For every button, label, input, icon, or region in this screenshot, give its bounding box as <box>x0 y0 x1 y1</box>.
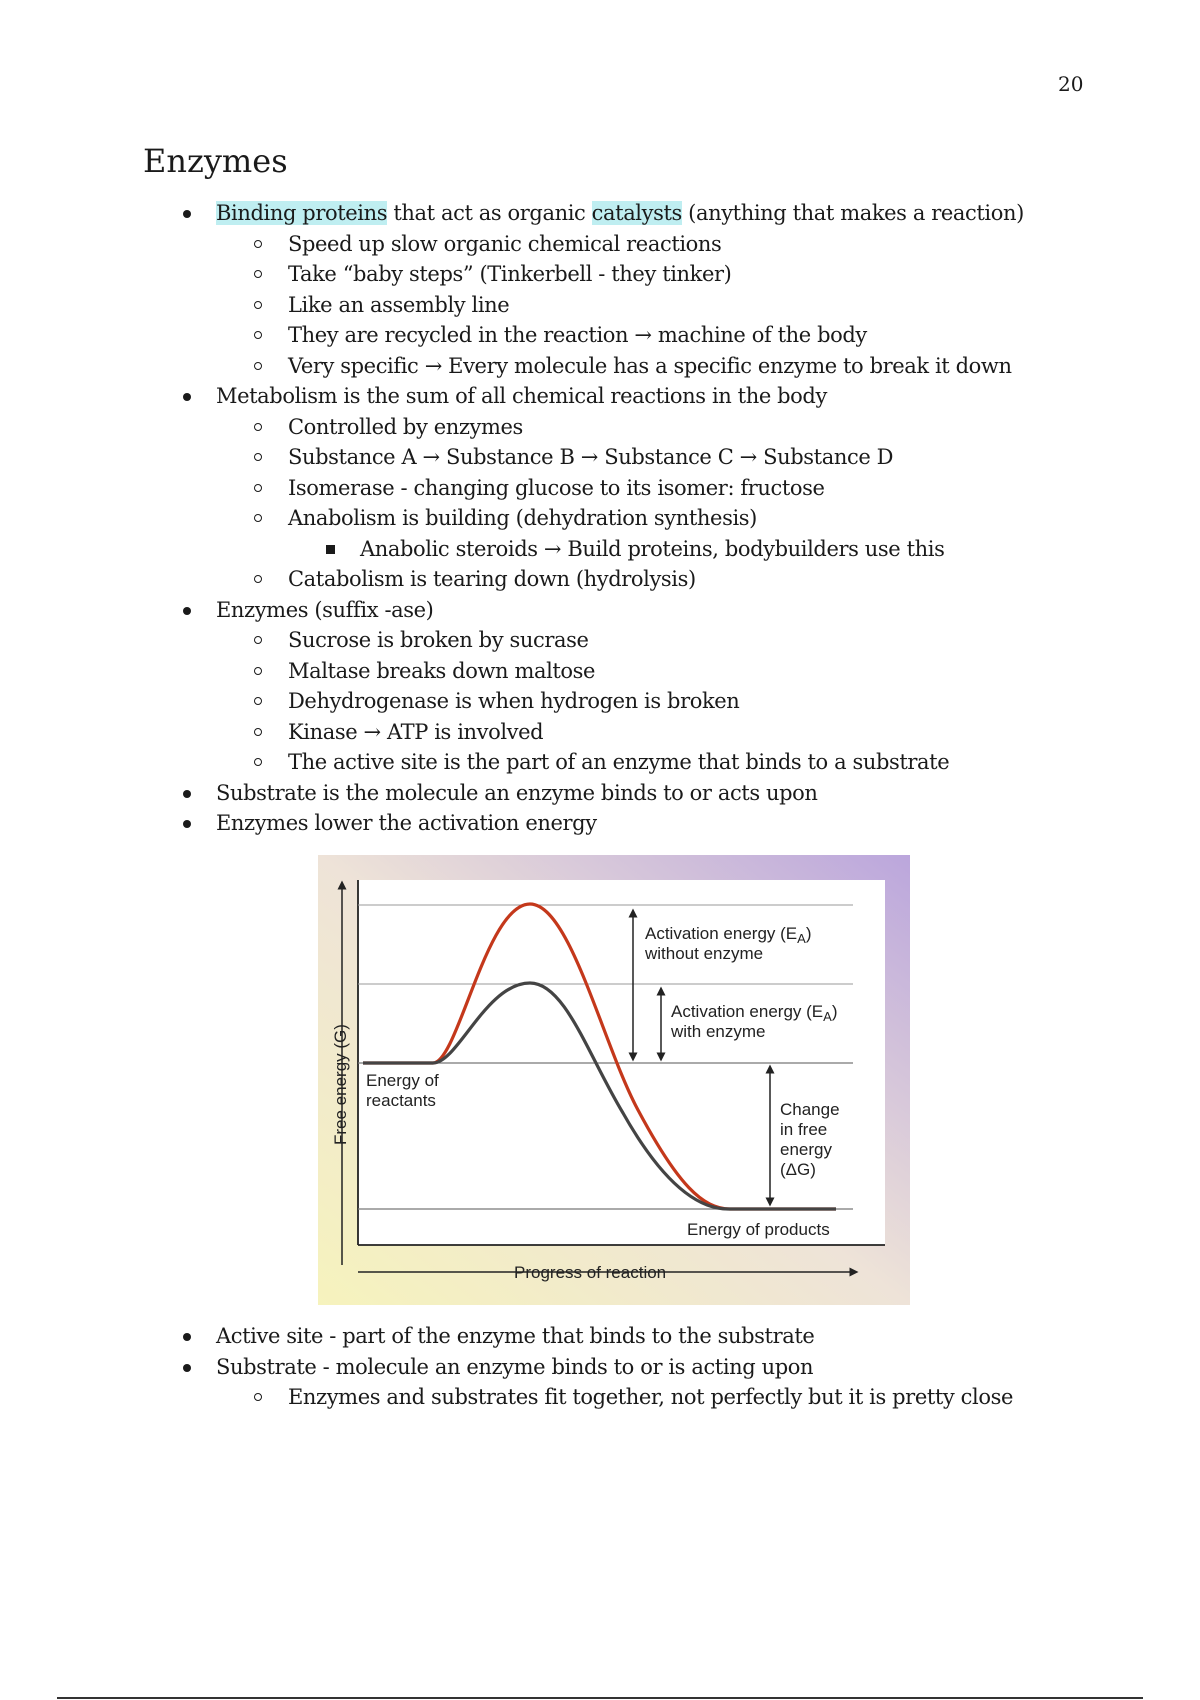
reactants-label-line2: reactants <box>366 1091 436 1110</box>
ea-with-label: Activation energy $(E_A)$ <box>671 1002 838 1024</box>
list-item: Sucrose is broken by sucrase <box>180 625 1024 656</box>
list-item: Dehydrogenase is when hydrogen is broken <box>180 686 1024 717</box>
y-axis-label: Free energy (G) <box>331 1024 350 1145</box>
list-item: They are recycled in the reaction → machine of the body <box>180 320 1024 351</box>
list-item: Like an assembly line <box>180 290 1024 321</box>
x-axis-label: Progress of reaction <box>514 1263 667 1282</box>
list-item: Enzymes and substrates fit together, not perfectly but it is pretty close <box>180 1382 1013 1413</box>
list-item: The active site is the part of an enzyme that binds to a substrate <box>180 747 1024 778</box>
reactants-label: Energy of <box>366 1071 439 1090</box>
notes-list <box>180 198 1024 839</box>
notes-list-bottom <box>180 1321 1013 1413</box>
ea-with-label-line2: with enzyme <box>671 1022 766 1041</box>
list-item: Catabolism is tearing down (hydrolysis) <box>180 564 1024 595</box>
activation-energy-figure <box>318 855 910 1305</box>
list-item <box>180 198 1024 229</box>
list-item: Isomerase - changing glucose to its isomer: fructose <box>180 473 1024 504</box>
list-item: Speed up slow organic chemical reactions <box>180 229 1024 260</box>
highlight-binding-proteins: Binding proteins <box>216 201 388 225</box>
delta-g-label-line4: (ΔG) <box>780 1160 816 1179</box>
list-item: Anabolism is building (dehydration synthesis) <box>180 503 1024 534</box>
list-item-text: (anything that makes a reaction) <box>681 201 1024 225</box>
products-label: Energy of products <box>687 1220 830 1239</box>
list-item: Substrate - molecule an enzyme binds to or is acting upon <box>180 1352 1013 1383</box>
list-item: Metabolism is the sum of all chemical reactions in the body <box>180 381 1024 412</box>
list-item-text: that act as organic <box>387 201 592 225</box>
page-number: 20 <box>1058 72 1084 96</box>
list-item: Very specific → Every molecule has a specific enzyme to break it down <box>180 351 1024 382</box>
energy-diagram <box>318 855 910 1305</box>
delta-g-label-line2: in free <box>780 1120 828 1139</box>
list-item: Enzymes (suffix -ase) <box>180 595 1024 626</box>
ea-without-label-line2: without enzyme <box>645 944 764 963</box>
page-title: Enzymes <box>143 142 288 180</box>
list-item: Enzymes lower the activation energy <box>180 808 1024 839</box>
delta-g-label: Change <box>780 1100 840 1119</box>
list-item: Substance A → Substance B → Substance C → Substance D <box>180 442 1024 473</box>
list-item: Substrate is the molecule an enzyme binds to or acts upon <box>180 778 1024 809</box>
delta-g-label-line3: energy <box>780 1140 832 1159</box>
list-item: Take “baby steps” (Tinkerbell - they tinker) <box>180 259 1024 290</box>
list-item: Active site - part of the enzyme that binds to the substrate <box>180 1321 1013 1352</box>
list-item: Anabolic steroids → Build proteins, bodybuilders use this <box>180 534 1024 565</box>
list-item: Controlled by enzymes <box>180 412 1024 443</box>
footer-divider <box>57 1697 1143 1699</box>
list-item: Maltase breaks down maltose <box>180 656 1024 687</box>
ea-without-label: Activation energy $(E_A)$ <box>645 924 812 946</box>
highlight-catalysts: catalysts <box>591 201 682 225</box>
list-item: Kinase → ATP is involved <box>180 717 1024 748</box>
